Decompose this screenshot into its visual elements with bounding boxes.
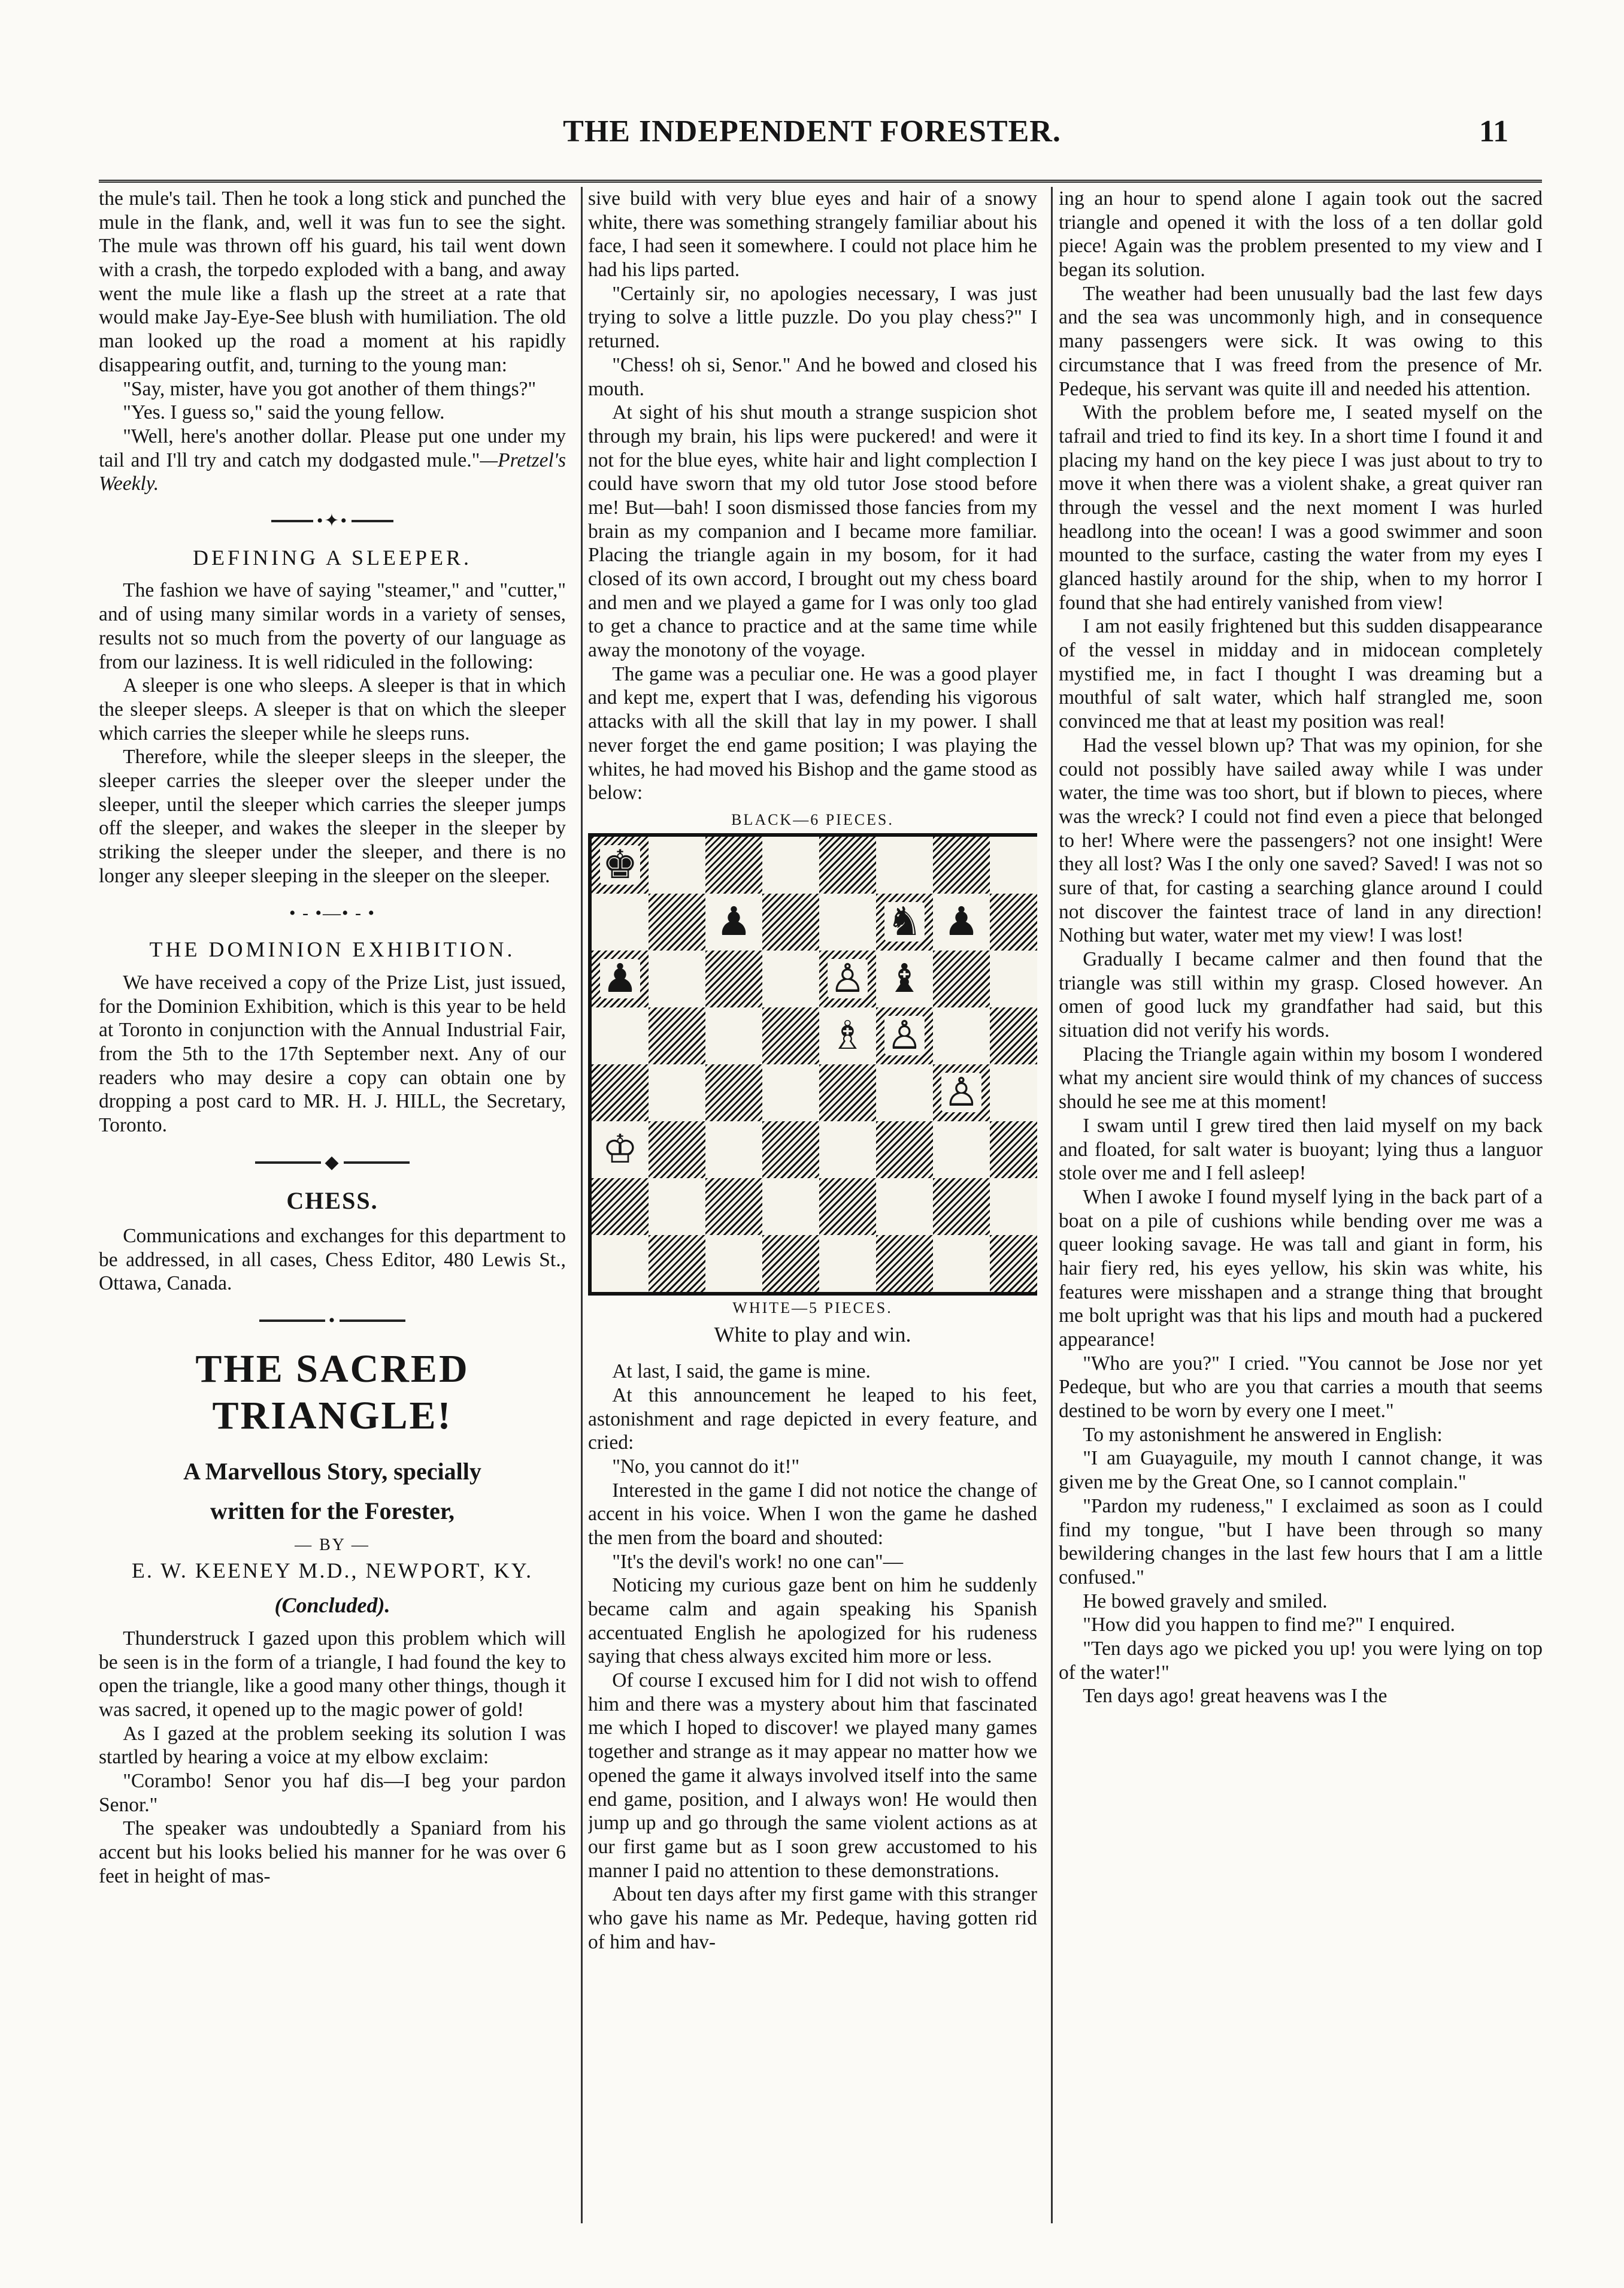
board-square-g5 [933,1007,990,1064]
paragraph: "Corambo! Senor you haf dis—I beg your pardon Senor." [99,1769,566,1816]
board-square-f2 [876,1178,933,1235]
chess-piece-glyph: ♔ [600,1130,640,1169]
column-2 [588,187,1037,2225]
board-square-h3 [990,1121,1037,1178]
paragraph: "Pardon my rudeness," I exclaimed as soon as I could find my tongue, "but I have been through so many bewildering changes in the last few hours that I am a little confused." [1059,1494,1543,1588]
chess-piece-black-king-icon [592,837,649,894]
paragraph: "No, you cannot do it!" [612,1455,800,1478]
board-square-b8 [649,837,705,894]
chess-piece-black-bishop-icon [876,951,933,1007]
column-1 [99,187,566,2225]
board-square-a6 [592,951,649,1007]
section-title-dominion-exhibition: THE DOMINION EXHIBITION. [149,937,516,962]
paragraph: To my astonishment he answered in English: [1083,1423,1443,1446]
board-square-e3 [819,1121,876,1178]
paragraph: "How did you happen to find me?" I enquired. [1083,1614,1456,1636]
chess-piece-white-bishop-icon [819,1007,876,1064]
board-square-c5 [705,1007,762,1064]
paragraph: With the problem before me, I seated myself on the tafrail and tried to find its key. In a short time I found it and placing my hand on the key piece I was just about to try to move it when there was a violent shake, a great quiver ran through the vessel and the next moment I was hurled headlong into the ocean! I was a good swimmer and soon mounted to the surface, casting the water from my eyes I glanced hastily around for the ship, when to my horror I found that she had entirely vanished from view! [1059,401,1543,614]
chess-piece-black-pawn-icon [592,951,649,1007]
board-square-e1 [819,1235,876,1292]
story-subtitle-line-1: A Marvellous Story, specially [183,1458,481,1485]
section-ornament: • - •—• - • [289,903,375,923]
board-square-h8 [990,837,1037,894]
paragraph: At last, I said, the game is mine. [612,1360,871,1383]
paragraph: I swam until I grew tired then laid myself on my back and floated, for salt water is buoyant; lying thus a languor stole over me and I fell asleep! [1059,1114,1543,1185]
board-square-h7 [990,894,1037,951]
board-square-g2 [933,1178,990,1235]
section-ornament: • [99,1309,566,1331]
paragraph: Gradually I became calmer and then found that the triangle was still within my grasp. Closed however. An omen of good luck my grandfather had said, but this situation did not verify his words. [1059,948,1543,1042]
board-square-g7 [933,894,990,951]
story-continued-label: (Concluded). [274,1593,390,1618]
paragraph: "Ten days ago we picked you up! you were lying on top of the water!" [1059,1637,1543,1684]
paragraph [99,425,566,496]
paragraph: "I am Guayaguile, my mouth I cannot change, it was given me by the Great One, so I cannot complain." [1059,1447,1543,1494]
paragraph: Placing the Triangle again within my bosom I wondered what my ancient sire would think of my chances of success should he see me at this moment! [1059,1043,1543,1113]
board-square-a2 [592,1178,649,1235]
board-label-black: BLACK—6 PIECES. [731,810,894,828]
paragraph: About ten days after my first game with this stranger who gave his name as Mr. Pedeque, having gotten rid of him and hav- [588,1883,1037,1953]
paragraph: "Chess! oh si, Senor." And he bowed and closed his mouth. [588,353,1037,400]
board-square-h2 [990,1178,1037,1235]
paragraph: The fashion we have of saying "steamer," and "cutter," and of using many similar words in a variety of senses, results not so much from the poverty of our language as from our laziness. It is well ridiculed in the following: [99,579,566,673]
board-square-a3 [592,1121,649,1178]
paragraph: The speaker was undoubtedly a Spaniard from his accent but his looks belied his manner for he was over 6 feet in height of mas- [99,1817,566,1887]
board-square-h5 [990,1007,1037,1064]
board-square-d8 [762,837,819,894]
source-credit: —Pretzel's Weekly. [99,449,566,495]
board-square-e7 [819,894,876,951]
story-author: E. W. KEENEY M.D., NEWPORT, KY. [131,1558,534,1582]
chess-piece-glyph: ♙ [828,959,868,998]
board-square-f6 [876,951,933,1007]
chess-piece-glyph: ♞ [884,902,925,942]
paragraph: "Yes. I guess so," said the young fellow. [123,401,445,424]
board-square-c1 [705,1235,762,1292]
paragraph: Of course I excused him for I did not wish to offend him and there was a mystery about him that fascinated me which I hoped to discover! we played many games together and strange as it may appear no matter how we opened the game it always involved itself into the same end game, position, and I always won! He would then jump up and go through the same violent actions as at our first game but as I soon grew accustomed to his manner I paid no attention to these demonstrations. [588,1669,1037,1882]
board-square-d6 [762,951,819,1007]
board-square-e6 [819,951,876,1007]
board-square-d3 [762,1121,819,1178]
chess-piece-white-pawn-icon [819,951,876,1007]
paragraph: The weather had been unusually bad the last few days and the sea was uncommonly high, and in consequence many passengers were sick. It was owing to this circumstance that I was freed from the presence of Mr. Pedeque, his servant was quite ill and needed his attention. [1059,282,1543,400]
paragraph: Therefore, while the sleeper sleeps in the sleeper, the sleeper carries the sleeper over the sleeper under the sleeper, until the sleeper which carries the sleeper jumps off the sleeper, and wakes the sleeper in the sleeper by striking the sleeper under the sleeper, and there is no longer any sleeper sleeping in the sleeper on the sleeper. [99,746,566,887]
section-title-defining-sleeper: DEFINING A SLEEPER. [192,545,472,570]
paragraph: "Who are you?" I cried. "You cannot be Jose nor yet Pedeque, but who are you that carries a mouth that seems destined to be worn by every one I meet." [1059,1352,1543,1423]
board-square-c4 [705,1064,762,1121]
paragraph: Interested in the game I did not notice the change of accent in his voice. When I won the game he dashed the men from the board and shouted: [588,1479,1037,1549]
board-square-e2 [819,1178,876,1235]
board-square-f7 [876,894,933,951]
board-caption: White to play and win. [714,1322,911,1347]
story-title: THE SACRED TRIANGLE! [195,1346,469,1438]
board-square-b6 [649,951,705,1007]
paragraph: The game was a peculiar one. He was a good player and kept me, expert that I was, defending his vigorous attacks with all the skill that lay in my power. I shall never forget the end game position; I was playing the whites, he had moved his Bishop and the game stood as below: [588,662,1037,804]
chess-piece-glyph: ♙ [941,1073,981,1112]
chess-piece-glyph: ♝ [884,959,925,998]
paragraph: sive build with very blue eyes and hair of a snowy white, there was something strangely familiar about his face, I had seen it somewhere. I could not place him he had his lips parted. [588,187,1037,282]
board-square-a8 [592,837,649,894]
paragraph: Communications and exchanges for this department to be addressed, in all cases, Chess Editor, 480 Lewis St., Ottawa, Canada. [99,1225,566,1295]
story-subtitle-line-2: written for the Forester, [210,1497,455,1525]
board-square-f5 [876,1007,933,1064]
board-square-a1 [592,1235,649,1292]
paragraph: the mule's tail. Then he took a long stick and punched the mule in the flank, and, well it was fun to see the sight. The mule was thrown off his guard, his tail went down with a crash, the torpedo exploded with a bang, and away went the mule like a flash up the street at a rate that would make Jay-Eye-See blush with humiliation. The old man looked up the road a moment at his rapidly disappearing outfit, and, turning to the young man: [99,187,566,376]
paragraph: When I awoke I found myself lying in the back part of a boat on a pile of cushions while bending over me was a queer looking savage. He was tall and giant in form, his hair fiery red, his eyes yellow, his skin was white, his features were misshapen and a strange thing that brought me bolt upright was that his lips and mouth had a puckered appearance! [1059,1185,1543,1351]
board-square-b4 [649,1064,705,1121]
chess-piece-glyph: ♚ [600,845,640,885]
board-square-a7 [592,894,649,951]
board-square-e5 [819,1007,876,1064]
board-square-c2 [705,1178,762,1235]
paragraph: "Certainly sir, no apologies necessary, I was just trying to solve a little puzzle. Do you play chess?" I returned. [588,282,1037,353]
paragraph-text: "Well, here's another dollar. Please put one under my tail and I'll try and catch my dodgasted mule." [99,425,566,471]
column-3 [1059,187,1543,2225]
chess-piece-glyph: ♟ [600,959,640,998]
section-ornament: ◆ [99,1151,566,1173]
board-square-d1 [762,1235,819,1292]
board-square-f1 [876,1235,933,1292]
board-square-c6 [705,951,762,1007]
chess-piece-glyph: ♟ [941,902,981,942]
chess-diagram [588,811,1037,1348]
section-ornament: •✦• [99,509,566,532]
board-square-d2 [762,1178,819,1235]
board-square-b1 [649,1235,705,1292]
paragraph: Thunderstruck I gazed upon this problem which will be seen is in the form of a triangle, I had found the key to open the triangle, like a good many other things, though it was sacred, it opened up to the magic power of gold! [99,1627,566,1721]
paragraph: At sight of his shut mouth a strange suspicion shot through my brain, his lips were puckered! and were it not for the blue eyes, white hair and light complection I could have sworn that my old tutor Jose stood before me! But—bah! I soon dismissed those fancies from my brain as my companion and I became more familiar. Placing the triangle again in my bosom, for it had closed of its own accord, I brought out my chess board and men and we played a game for I was only too glad to get a chance to practice and at the same time while away the monotony of the voyage. [588,401,1037,662]
board-square-c3 [705,1121,762,1178]
board-square-b2 [649,1178,705,1235]
chess-piece-glyph: ♙ [884,1016,925,1055]
board-square-g4 [933,1064,990,1121]
paragraph: As I gazed at the problem seeking its solution I was startled by hearing a voice at my elbow exclaim: [99,1722,566,1769]
page-number: 11 [1479,114,1509,149]
column-divider-2 [1051,187,1053,2223]
chess-piece-white-pawn-icon [876,1007,933,1064]
board-square-d5 [762,1007,819,1064]
paragraph: We have received a copy of the Prize List, just issued, for the Dominion Exhibition, which is this year to be held at Toronto in conjunction with the Annual Industrial Fair, from the 5th to the 17th September next. Any of our readers who may desire a copy can obtain one by dropping a post card to MR. H. J. HILL, the Secretary, Toronto. [99,971,566,1137]
board-square-h4 [990,1064,1037,1121]
board-square-g8 [933,837,990,894]
header-rule [99,180,1542,183]
paragraph: I am not easily frightened but this sudden disappearance of the vessel in midday and in midocean completely mystified me, in fact I thought I was dreaming but a mouthful of salt water, which half strangled me, soon convinced me that at least my position was real! [1059,615,1543,733]
section-title-chess: CHESS. [286,1187,378,1214]
board-square-h1 [990,1235,1037,1292]
board-square-d4 [762,1064,819,1121]
page-header-title: THE INDEPENDENT FORESTER. [563,114,1061,149]
board-square-f4 [876,1064,933,1121]
chess-piece-black-pawn-icon [705,894,762,951]
board-square-h6 [990,951,1037,1007]
paragraph: "Say, mister, have you got another of them things?" [123,377,537,400]
paragraph: Ten days ago! great heavens was I the [1083,1685,1387,1708]
board-square-e8 [819,837,876,894]
board-square-g1 [933,1235,990,1292]
paragraph: He bowed gravely and smiled. [1083,1590,1328,1612]
board-square-c7 [705,894,762,951]
board-square-a4 [592,1064,649,1121]
chess-piece-white-king-icon [592,1121,649,1178]
paragraph: "It's the devil's work! no one can"— [612,1550,904,1573]
board-square-d7 [762,894,819,951]
board-label-white: WHITE—5 PIECES. [732,1299,893,1316]
board-square-g3 [933,1121,990,1178]
paragraph: At this announcement he leaped to his feet, astonishment and rage depicted in every feature, and cried: [588,1384,1037,1454]
chess-piece-black-pawn-icon [933,894,990,951]
chess-piece-black-knight-icon [876,894,933,951]
board-square-c8 [705,837,762,894]
story-byline: — BY — [295,1536,370,1555]
board-square-e4 [819,1064,876,1121]
board-square-b3 [649,1121,705,1178]
chess-board [588,833,1037,1296]
board-square-g6 [933,951,990,1007]
paragraph: Noticing my curious gaze bent on him he suddenly became calm and again speaking his Spanish accentuated English he apologized for his rudeness saying that chess always excited him more or less. [588,1574,1037,1668]
chess-piece-glyph: ♟ [714,902,754,942]
chess-piece-glyph: ♗ [828,1016,868,1055]
board-square-f8 [876,837,933,894]
paragraph: A sleeper is one who sleeps. A sleeper is that in which the sleeper sleeps. A sleeper is that on which the sleeper which carries the sleeper while he sleeps runs. [99,674,566,744]
board-square-b7 [649,894,705,951]
chess-piece-white-pawn-icon [933,1064,990,1121]
board-square-a5 [592,1007,649,1064]
paragraph: Had the vessel blown up? That was my opinion, for she could not possibly have sailed away while I was under water, the time was too short, but if blown to pieces, where was the wreck? I could not find even a piece that belonged to her! Where were the passengers? not one insight! Were they all lost? Was I the only one saved? Saved! I was not so sure of that, for casting a searching glance around I could not discover the faintest trace of land in any direction! Nothing but water, water met my view! I was lost! [1059,734,1543,947]
paragraph: ing an hour to spend alone I again took out the sacred triangle and opened it with the loss of a ten dollar gold piece! Again was the problem presented to my view and I began its solution. [1059,187,1543,282]
column-divider-1 [581,187,583,2223]
board-square-f3 [876,1121,933,1178]
board-square-b5 [649,1007,705,1064]
